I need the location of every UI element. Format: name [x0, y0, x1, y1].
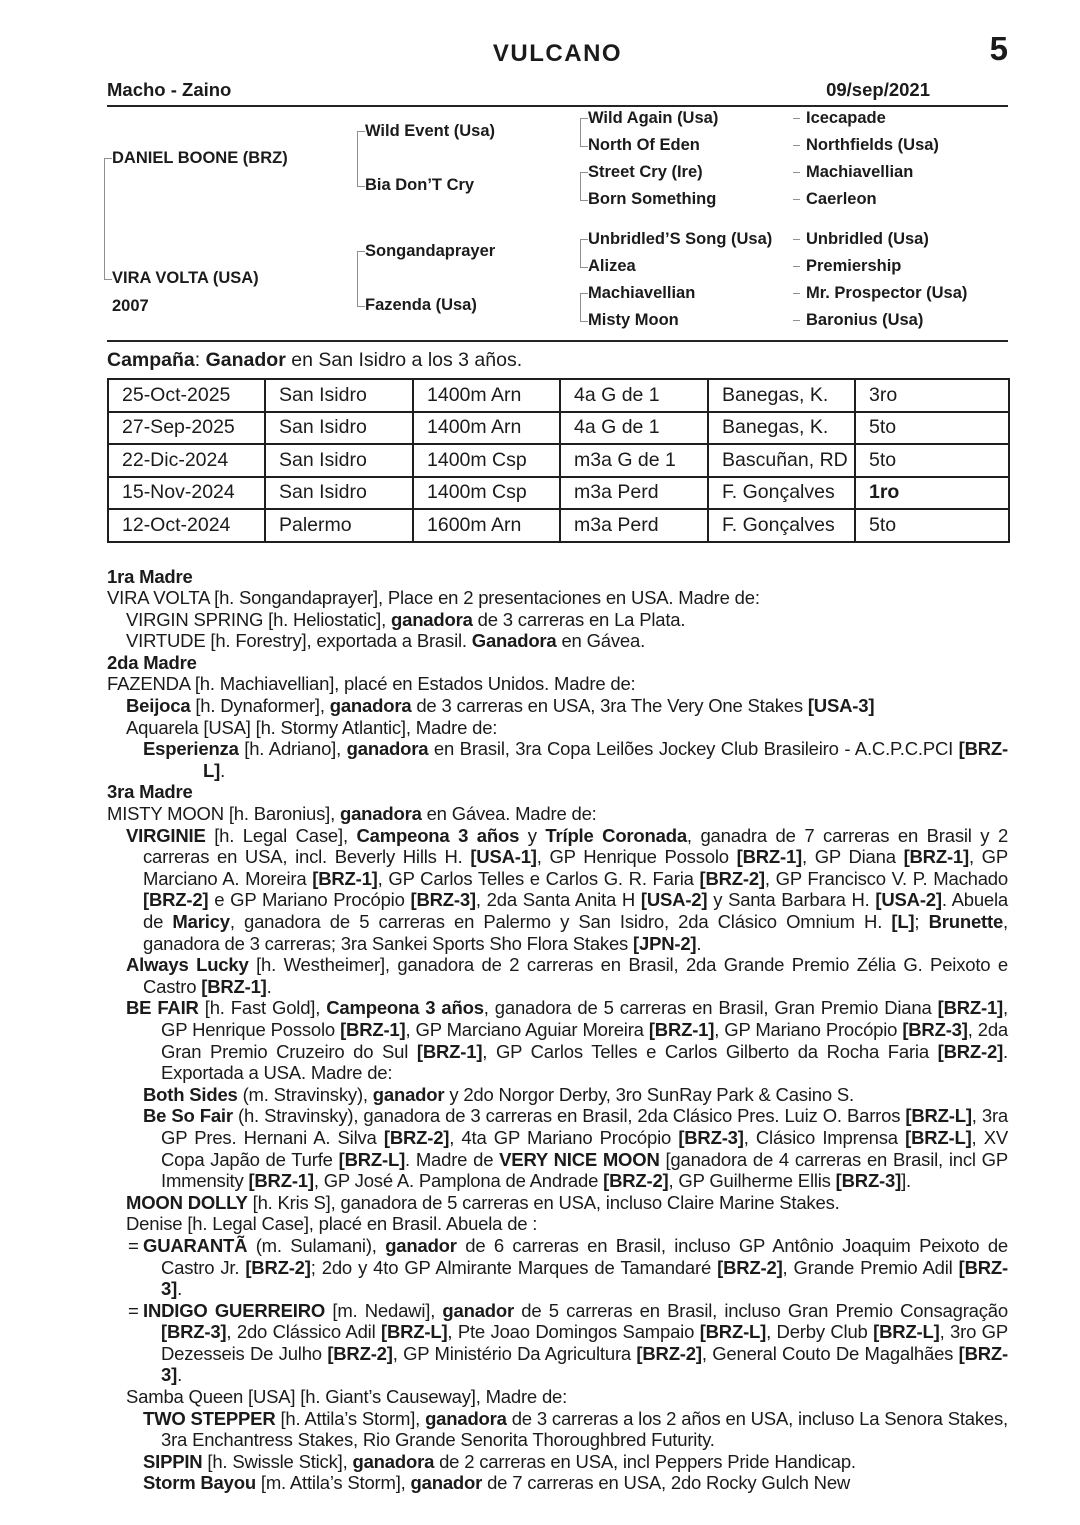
text-run: de 7 carreras en USA, 2do Rocky Gulch New: [482, 1472, 851, 1494]
bold-text-run: 2da Madre: [107, 651, 197, 673]
race-cell: 22-Dic-2024: [108, 444, 265, 477]
bold-text-run: GUARANTÃ: [143, 1234, 248, 1256]
header-sub-row: [107, 79, 1008, 101]
text-run: y Santa Barbara H.: [707, 889, 876, 911]
text-run: , GP Carlos Telles e Carlos G. R. Faria: [377, 867, 700, 889]
bold-text-run: 1ra Madre: [107, 565, 193, 587]
bold-text-run: ganadora: [391, 608, 473, 630]
text-run: , Grande Premio Adil: [782, 1256, 959, 1278]
text-run: en Gávea.: [556, 630, 646, 652]
pedigree-gen3-entry: Wild Again (Usa): [588, 109, 719, 127]
text-run: Denise [h. Legal Case], placé en Brasil. Abuela de :: [126, 1213, 538, 1235]
pedigree-dash: [793, 266, 800, 267]
pedigree-gen4-name: Machiavellian: [806, 163, 914, 181]
race-cell: 25-Oct-2025: [108, 379, 265, 412]
pedigree-gen3-entry: North Of Eden: [588, 136, 700, 154]
bold-text-run: Brunette: [928, 911, 1004, 932]
bold-text-run: [BRZ-3]: [678, 1126, 744, 1148]
family-paragraph: [107, 695, 1008, 717]
text-run: y: [519, 824, 546, 846]
family-paragraph: [107, 1192, 1008, 1214]
pedigree-dash: [793, 145, 800, 146]
text-run: VIRA VOLTA [h. Songandaprayer], Place en 2 presentaciones en USA. Madre de:: [107, 587, 760, 609]
family-paragraph: [107, 997, 1008, 1083]
race-cell: 1400m Arn: [413, 412, 560, 445]
bold-text-run: [BRZ-2]: [245, 1256, 311, 1278]
text-run: , 4ta GP Mariano Procópio: [449, 1126, 679, 1148]
family-paragraph: [107, 1235, 1008, 1300]
text-run: , XV Copa Japão de Turfe: [161, 1126, 1008, 1170]
bold-text-run: ganadora: [352, 1450, 435, 1472]
bold-text-run: [BRZ-1]: [248, 1170, 314, 1192]
text-run: [h. Westheimer], ganadora de 2 carreras en Brasil, 2da Grande Premio Zélia G. Peixoto e Castro: [143, 954, 1008, 997]
pedigree-bracket: [357, 251, 365, 307]
text-run: .: [696, 932, 702, 954]
race-cell: 1600m Arn: [413, 509, 560, 542]
text-run: ; 2do y 4to GP Almirante Marques de Tamandaré: [310, 1256, 718, 1278]
race-cell: F. Gonçalves: [708, 509, 855, 542]
pedigree-gen3-entry: Born Something: [588, 190, 717, 208]
text-run: , Derby Club: [766, 1321, 874, 1343]
text-run: MISTY MOON [h. Baronius],: [107, 803, 340, 825]
bold-text-run: [BRZ-L]: [203, 738, 1008, 781]
race-cell: Bascuñan, RD: [708, 444, 855, 477]
race-cell: Palermo: [265, 509, 413, 542]
text-run: :: [194, 349, 206, 371]
pedigree-gen4-name: Icecapade: [806, 109, 886, 127]
bold-text-run: ganadora: [329, 695, 412, 717]
race-cell: F. Gonçalves: [708, 477, 855, 510]
race-results-table: [107, 378, 1010, 543]
pedigree-gen4-entry: [793, 258, 901, 275]
bold-text-run: ganador: [410, 1472, 483, 1494]
bold-text-run: Ganador: [205, 349, 286, 371]
bold-text-run: [BRZ-1]: [416, 1040, 483, 1062]
race-cell: San Isidro: [265, 412, 413, 445]
bold-text-run: [BRZ-1]: [937, 997, 1004, 1019]
text-run: , GP Diana: [802, 846, 904, 868]
equals-marker: =: [128, 1299, 139, 1321]
text-run: , GP Carlos Telles e Carlos Gilberto da Rocha Faria: [482, 1040, 938, 1062]
pedigree-bracket: [580, 293, 588, 322]
pedigree-dash: [793, 118, 800, 119]
pedigree-gen3-entry: Street Cry (Ire): [588, 163, 703, 181]
text-run: de 6 carreras en Brasil, incluso GP Antônio Joaquim Peixoto de Castro Jr.: [161, 1234, 1009, 1278]
race-row: [108, 412, 1009, 445]
family-paragraph: [107, 1386, 1008, 1408]
text-run: [h. Adriano],: [238, 738, 347, 760]
bold-text-run: [BRZ-2]: [636, 1342, 702, 1364]
pedigree-gen2-entry: Fazenda (Usa): [365, 296, 477, 314]
bold-text-run: [BRZ-L]: [338, 1148, 406, 1170]
bold-text-run: [BRZ-3]: [835, 1170, 902, 1192]
text-run: de 5 carreras en Brasil, incluso Gran Premio Consagração: [514, 1299, 1008, 1321]
text-run: en San Isidro a los 3 años.: [285, 349, 523, 371]
family-paragraph: [107, 1408, 1008, 1451]
race-row: [108, 509, 1009, 542]
pedigree-gen4-name: Unbridled (Usa): [806, 230, 929, 248]
family-paragraph: [107, 587, 1008, 609]
bold-text-run: 3ra Madre: [107, 781, 193, 803]
pedigree-dash: [793, 172, 800, 173]
text-run: , GP Henrique Possolo: [536, 846, 737, 868]
text-run: . Exportada a USA. Madre de:: [161, 1040, 1008, 1084]
text-run: .: [266, 975, 272, 997]
bold-text-run: Be So Fair: [143, 1105, 233, 1127]
text-run: [h. Swissle Stick],: [202, 1450, 353, 1472]
pedigree-bracket: [104, 158, 112, 280]
pedigree-gen2-entry: Bia Don’T Cry: [365, 176, 475, 194]
bold-text-run: [BRZ-3]: [902, 1018, 968, 1040]
family-paragraph: [107, 1105, 1008, 1191]
race-row: [108, 477, 1009, 510]
text-run: .: [220, 759, 226, 781]
pedigree-gen2-entry: Wild Event (Usa): [365, 122, 496, 140]
bold-text-run: Esperienza: [143, 738, 239, 760]
race-cell: 27-Sep-2025: [108, 412, 265, 445]
family-paragraph: [107, 803, 1008, 825]
text-run: , 2da Gran Premio Cruzeiro do Sul: [161, 1018, 1008, 1062]
pedigree-gen4-name: Caerleon: [806, 190, 877, 208]
family-section-heading: [107, 652, 1008, 674]
bold-text-run: ganador: [442, 1299, 515, 1321]
sex-coat-label: Macho - Zaino: [107, 79, 232, 100]
bold-text-run: [BRZ-L]: [699, 1321, 767, 1343]
pedigree-dam-year: 2007: [112, 297, 149, 315]
bold-text-run: [BRZ-1]: [736, 846, 803, 868]
bold-text-run: MOON DOLLY: [126, 1191, 248, 1213]
race-cell: 12-Oct-2024: [108, 509, 265, 542]
text-run: [h. Kris S], ganadora de 5 carreras en USA, incluso Claire Marine Stakes.: [247, 1191, 840, 1213]
bold-text-run: Maricy: [172, 911, 230, 932]
bold-text-run: [BRZ-2]: [937, 1040, 1004, 1062]
pedigree-gen4-entry: [793, 191, 877, 208]
text-run: de 3 carreras en La Plata.: [472, 608, 686, 630]
family-paragraph: [107, 738, 1008, 781]
pedigree-gen4-name: Baronius (Usa): [806, 311, 924, 329]
bold-text-run: [L]: [891, 911, 915, 932]
text-run: , GP Guilherme Ellis: [668, 1170, 836, 1192]
bold-text-run: Campaña: [107, 349, 195, 371]
pedigree-dam: VIRA VOLTA (USA): [112, 269, 259, 287]
bold-text-run: Both Sides: [143, 1083, 238, 1105]
race-cell: 1400m Csp: [413, 477, 560, 510]
bold-text-run: ganadora: [346, 738, 429, 760]
pedigree-dash: [793, 293, 800, 294]
text-run: .: [177, 1364, 183, 1386]
bold-text-run: SIPPIN: [143, 1450, 203, 1472]
pedigree-sire: DANIEL BOONE (BRZ): [112, 149, 288, 167]
text-run: , Clásico Imprensa: [743, 1126, 906, 1148]
text-run: [ganadora de 4 carreras en Brasil, incl GP Immensity: [161, 1148, 1008, 1192]
text-run: , GP Ministério Da Agricultura: [392, 1342, 637, 1364]
bold-text-run: VIRGINIE: [126, 824, 206, 846]
text-run: . Abuela de: [143, 889, 1009, 932]
family-paragraph: [107, 717, 1008, 739]
bold-text-run: [JPN-2]: [633, 932, 697, 954]
text-run: , GP Henrique Possolo: [161, 997, 1008, 1040]
text-run: , GP Marciano A. Moreira: [143, 846, 1008, 889]
text-run: [h. Legal Case],: [205, 824, 357, 846]
text-run: , GP Mariano Procópio: [714, 1018, 903, 1040]
bold-text-run: [BRZ-1]: [903, 846, 969, 868]
bold-text-run: [BRZ-2]: [327, 1342, 393, 1364]
bold-text-run: TWO STEPPER: [143, 1407, 276, 1429]
page-number: 5: [989, 30, 1008, 67]
bold-text-run: [USA-2]: [875, 889, 942, 911]
family-paragraph: [107, 954, 1008, 997]
bold-text-run: Beijoca: [126, 695, 191, 717]
horse-name-title: VULCANO: [492, 40, 623, 67]
text-run: [h. Attila’s Storm],: [275, 1407, 426, 1429]
race-cell: San Isidro: [265, 477, 413, 510]
family-paragraph: [107, 1213, 1008, 1235]
text-run: , ganadora de 5 carreras en Palermo y San Isidro, 2da Clásico Omnium H.: [229, 911, 892, 932]
bold-text-run: [BRZ-L]: [905, 1105, 972, 1127]
equals-marker: =: [128, 1234, 139, 1256]
family-section-heading: [107, 781, 1008, 803]
pedigree-gen3-entry: Alizea: [588, 257, 636, 275]
pedigree-gen4-name: Northfields (Usa): [806, 136, 939, 154]
text-run: de 2 carreras en USA, incl Peppers Pride Handicap.: [434, 1450, 856, 1472]
bold-text-run: ganador: [385, 1234, 457, 1256]
family-paragraph: [107, 1300, 1008, 1386]
race-row: [108, 444, 1009, 477]
race-cell: 1ro: [855, 477, 1009, 510]
text-run: en Brasil, 3ra Copa Leilões Jockey Club Brasileiro - A.C.P.C.PCI: [428, 738, 959, 760]
bold-text-run: [BRZ-2]: [699, 867, 765, 889]
race-cell: m3a Perd: [560, 477, 708, 510]
pedigree-bracket: [357, 131, 365, 187]
pedigree-bracket: [580, 239, 588, 268]
race-cell: 1400m Arn: [413, 379, 560, 412]
bold-text-run: ganadora: [339, 803, 422, 825]
race-cell: 5to: [855, 509, 1009, 542]
pedigree-dash: [793, 239, 800, 240]
pedigree-gen4-entry: [793, 285, 967, 302]
text-run: VIRTUDE [h. Forestry], exportada a Brasil.: [126, 630, 472, 652]
race-row: [108, 379, 1009, 412]
bold-text-run: Tríple Coronada: [545, 824, 687, 846]
text-run: , GP José A. Pamplona de Andrade: [313, 1170, 604, 1192]
text-run: de 3 carreras en USA, 3ra The Very One Stakes: [411, 695, 808, 717]
bold-text-run: BE FAIR: [126, 997, 199, 1019]
pedigree-dash: [793, 199, 800, 200]
family-section-heading: [107, 566, 1008, 588]
family-paragraph: [107, 630, 1008, 652]
race-cell: 1400m Csp: [413, 444, 560, 477]
text-run: Samba Queen [USA] [h. Giant’s Causeway], Madre de:: [126, 1386, 568, 1408]
pedigree-gen3-entry: Unbridled’S Song (Usa): [588, 230, 773, 248]
pedigree-bottom-rule: [107, 340, 1008, 342]
bold-text-run: [USA-2]: [640, 889, 708, 911]
text-run: .: [177, 1278, 183, 1300]
text-run: [m. Nedawi],: [325, 1299, 443, 1321]
bold-text-run: [BRZ-3]: [161, 1256, 1008, 1300]
race-cell: 3ro: [855, 379, 1009, 412]
pedigree-gen4-entry: [793, 110, 886, 127]
bold-text-run: ganadora: [425, 1407, 507, 1429]
text-run: y 2do Norgor Derby, 3ro SunRay Park & Casino S.: [444, 1083, 854, 1105]
bold-text-run: [BRZ-2]: [383, 1126, 450, 1148]
text-run: ;: [914, 911, 929, 932]
bold-text-run: [BRZ-L]: [905, 1126, 972, 1148]
race-cell: 5to: [855, 444, 1009, 477]
race-cell: 5to: [855, 412, 1009, 445]
bold-text-run: VERY NICE MOON: [499, 1148, 660, 1170]
pedigree-gen4-name: Mr. Prospector (Usa): [806, 284, 968, 302]
family-paragraph: [107, 673, 1008, 695]
bold-text-run: [BRZ-3]: [161, 1321, 227, 1343]
bold-text-run: [BRZ-L]: [381, 1321, 448, 1343]
family-paragraph: [107, 825, 1008, 955]
race-cell: 15-Nov-2024: [108, 477, 265, 510]
bold-text-run: [BRZ-3]: [410, 889, 476, 911]
race-cell: m3a G de 1: [560, 444, 708, 477]
bold-text-run: Always Lucky: [126, 954, 249, 976]
bold-text-run: Storm Bayou: [143, 1472, 256, 1494]
pedigree-chart: [107, 107, 1008, 336]
bold-text-run: [BRZ-2]: [143, 889, 209, 911]
bold-text-run: ganador: [372, 1083, 445, 1105]
text-run: de 3 carreras a los 2 años en USA, incluso La Senora Stakes, 3ra Enchantress Stakes, Rio Grande Senorita Thoroughbred Futurity.: [161, 1407, 1008, 1451]
race-cell: San Isidro: [265, 379, 413, 412]
family-paragraph: [107, 1084, 1008, 1106]
race-cell: San Isidro: [265, 444, 413, 477]
text-run: FAZENDA [h. Machiavellian], placé en Estados Unidos. Madre de:: [107, 673, 636, 695]
bold-text-run: [BRZ-1]: [340, 1018, 406, 1040]
text-run: , GP Marciano Aguiar Moreira: [405, 1018, 649, 1040]
bold-text-run: Ganadora: [471, 630, 557, 652]
bold-text-run: INDIGO GUERREIRO: [143, 1299, 326, 1321]
pedigree-gen4-entry: [793, 312, 923, 329]
pedigree-bracket: [580, 118, 588, 147]
text-run: en Gávea. Madre de:: [421, 803, 597, 825]
bold-text-run: Campeona 3 años: [356, 824, 520, 846]
pedigree-gen3-entry: Machiavellian: [588, 284, 696, 302]
pedigree-gen2-entry: Songandaprayer: [365, 242, 496, 260]
bold-text-run: [BRZ-3]: [161, 1342, 1008, 1386]
text-run: (m. Stravinsky),: [237, 1083, 373, 1105]
text-run: Aquarela [USA] [h. Stormy Atlantic], Madre de:: [126, 716, 498, 738]
catalog-date: 09/sep/2021: [826, 79, 930, 100]
text-run: , ganadra de 7 carreras en Brasil y 2 carreras en USA, incl. Beverly Hills H.: [143, 824, 1009, 868]
bold-text-run: [USA-3]: [807, 695, 875, 717]
bold-text-run: [USA-1]: [470, 846, 537, 868]
bold-text-run: [BRZ-1]: [312, 867, 378, 889]
text-run: , GP Francisco V. P. Machado: [764, 867, 1008, 889]
text-run: . Madre de: [405, 1148, 500, 1170]
bold-text-run: [BRZ-2]: [717, 1256, 783, 1278]
race-cell: m3a Perd: [560, 509, 708, 542]
family-paragraph: [107, 1451, 1008, 1473]
text-run: , 3ra GP Pres. Hernani A. Silva: [161, 1105, 1008, 1148]
page-header: [107, 0, 1008, 74]
text-run: , 2do Clássico Adil: [226, 1321, 381, 1343]
text-run: e GP Mariano Procópio: [208, 889, 411, 911]
bold-text-run: [BRZ-1]: [648, 1018, 715, 1040]
pedigree-dash: [793, 320, 800, 321]
family-paragraph: [107, 609, 1008, 631]
text-run: , 2da Santa Anita H: [475, 889, 641, 911]
text-run: [m. Attila’s Storm],: [255, 1472, 411, 1494]
race-cell: 4a G de 1: [560, 379, 708, 412]
pedigree-bracket: [580, 172, 588, 201]
pedigree-gen4-name: Premiership: [806, 257, 902, 275]
text-run: , Pte Joao Domingos Sampaio: [447, 1321, 700, 1343]
text-run: (m. Sulamani),: [247, 1234, 386, 1256]
pedigree-gen4-entry: [793, 137, 939, 154]
text-run: VIRGIN SPRING [h. Heliostatic],: [126, 608, 392, 630]
race-cell: Banegas, K.: [708, 379, 855, 412]
text-run: ].: [901, 1170, 911, 1192]
family-paragraph: [107, 1472, 1008, 1494]
produce-record: [107, 566, 1008, 1495]
race-cell: 4a G de 1: [560, 412, 708, 445]
pedigree-gen3-entry: Misty Moon: [588, 311, 679, 329]
bold-text-run: [BRZ-2]: [603, 1170, 669, 1192]
bold-text-run: Campeona 3 años: [326, 997, 484, 1019]
text-run: , ganadora de 5 carreras en Brasil, Gran Premio Diana: [483, 997, 938, 1019]
text-run: [h. Fast Gold],: [198, 997, 327, 1019]
bold-text-run: [BRZ-L]: [873, 1321, 940, 1343]
text-run: [h. Dynaformer],: [190, 695, 330, 717]
text-run: , 3ro GP Dezesseis De Julho: [161, 1321, 1009, 1364]
pedigree-gen4-entry: [793, 164, 913, 181]
race-cell: Banegas, K.: [708, 412, 855, 445]
bold-text-run: [BRZ-1]: [201, 975, 267, 997]
campaign-summary: [107, 349, 1008, 372]
text-run: , ganadora de 3 carreras; 3ra Sankei Sports Sho Flora Stakes: [143, 911, 1008, 954]
pedigree-gen4-entry: [793, 231, 929, 248]
text-run: (h. Stravinsky), ganadora de 3 carreras en Brasil, 2da Clásico Pres. Luiz O. Barros: [232, 1105, 906, 1127]
text-run: , General Couto De Magalhães: [701, 1342, 959, 1364]
